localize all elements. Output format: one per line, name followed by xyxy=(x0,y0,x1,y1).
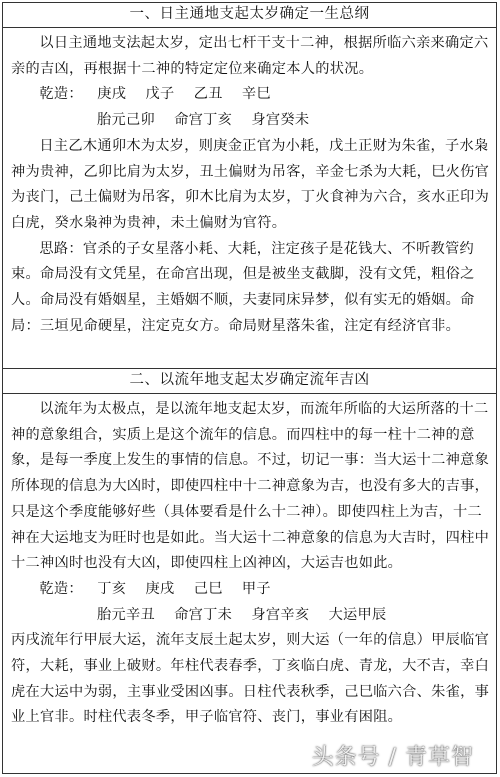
section-one-title: 一、日主通地支起太岁确定一生总纲 xyxy=(3,3,496,28)
section-two-analysis: 丙戌流年行甲辰大运，流年支辰土起太岁，则大运（一年的信息）甲辰临官符，大耗，事业上破财。年柱代表春季，丁亥临白虎、青龙，大不吉，幸白虎在大运中为弱，主事业受困凶事。日柱代表秋季，己巳临六合、朱雀，事业上官非。时柱代表冬季，甲子临官符、丧门，事业有困阻。 xyxy=(11,632,490,726)
section-two-title: 二、以流年地支起太岁确定流年吉凶 xyxy=(3,369,496,394)
section-one-chart-line2: 胎元己卯 命宫丁亥 身宫癸未 xyxy=(97,112,310,129)
section-two-chart-line1: 乾造： 丁亥 庚戌 己巳 甲子 xyxy=(39,580,271,597)
section-two-body xyxy=(3,394,496,731)
section-one-chart-line1: 乾造： 庚戌 戊子 乙丑 辛巳 xyxy=(39,86,271,103)
section-two-chart-line2: 胎元辛丑 命宫丁未 身宫辛亥 大运甲辰 xyxy=(97,606,387,623)
section-two-intro: 以流年为太极点，是以流年地支起太岁，而流年所临的大运所落的十二神的意象组合，实质上是这个流年的信息。而四柱中的每一柱十二神的意象，是每一季度上发生的事情的信息。不过，切记一事：当大运十二神意象所体现的信息为大凶时，即使四柱中十二神意象为吉，也没有多大的吉事，只是这个季度能够好些（具体要看是什么十二神）。即使四柱上为吉，十二神在大运地支为旺时也是如此。当大运十二神意象的信息为大吉时，四柱中十二神凶时也没有大凶，即使四柱上凶神凶，大运吉也如此。 xyxy=(11,401,490,572)
section-two xyxy=(3,369,496,774)
section-one-thinking: 思路：官杀的子女星落小耗、大耗，注定孩子是花钱大、不听教管约束。命局没有文凭星，在命宫出现，但是被坐支截脚，没有文凭，粗俗之人。命局没有婚姻星，主婚姻不顺，夫妻同床异梦，似有实无的婚姻。命局：三垣见命硬星，注定克女方。命局财星落朱雀，注定有经济官非。 xyxy=(11,240,475,334)
source-watermark: 头条号 / 青草智 xyxy=(311,745,474,770)
document-frame xyxy=(2,2,497,774)
section-one xyxy=(3,3,496,369)
section-one-analysis: 日主乙木通卯木为太岁，则庚金正官为小耗，戊土正财为朱雀，子水枭神为贵神，乙卯比肩为太岁，丑土偏财为吊客，辛金七杀为大耗，巳火伤官为丧门，己土偏财为吊客，卯木比肩为太岁，丁火食神为六合，亥水正印为白虎，癸水枭神为贵神，未土偏财为官符。 xyxy=(11,137,490,231)
section-one-intro: 以日主通地支法起太岁，定出七杆干支十二神，根据所临六亲来确定六亲的吉凶，再根据十二神的特定定位来确定本人的状况。 xyxy=(11,35,489,77)
section-one-body xyxy=(3,28,496,339)
